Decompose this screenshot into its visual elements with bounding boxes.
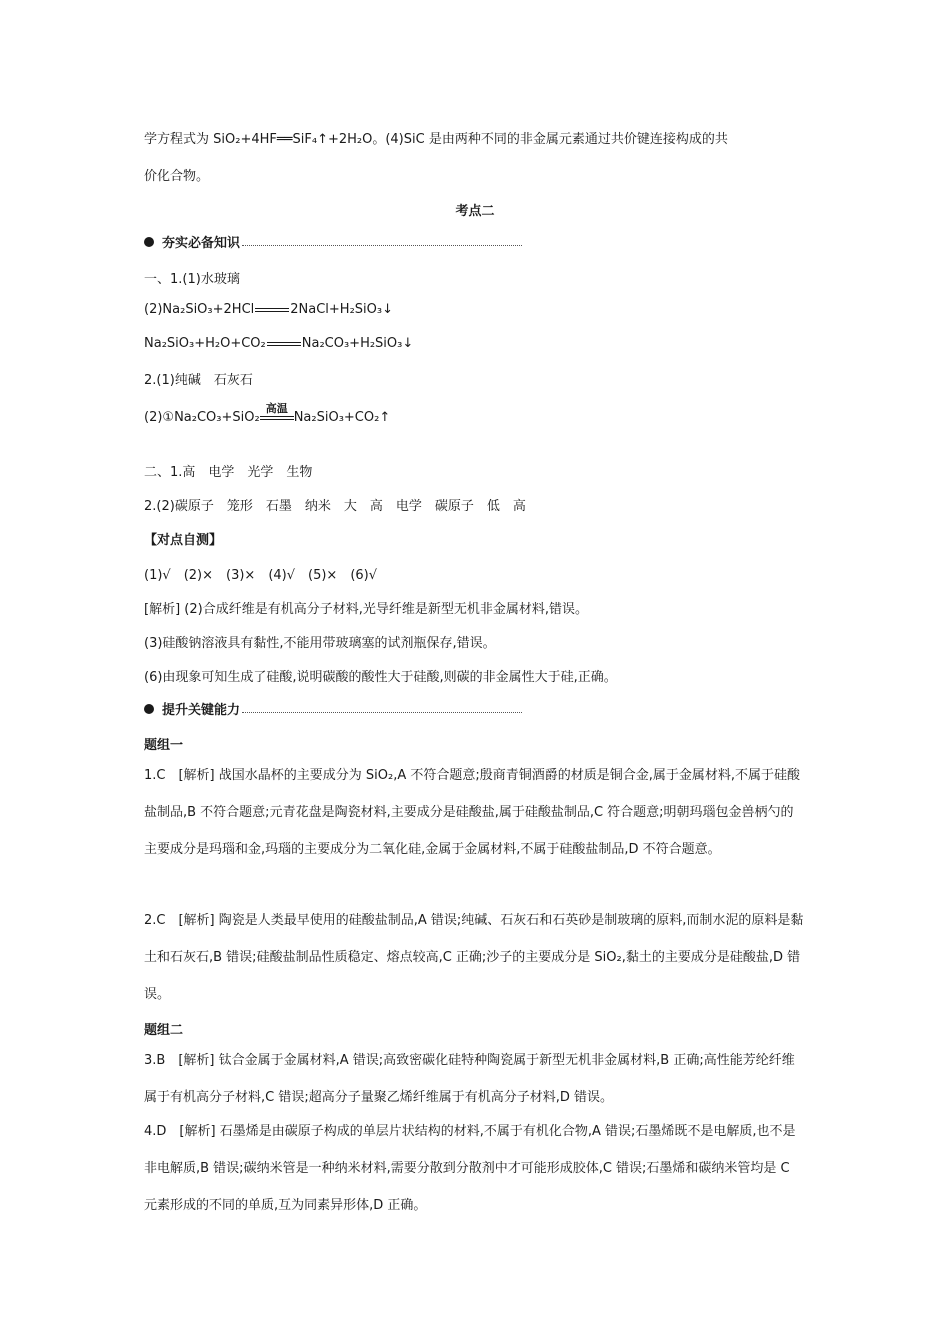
equals-sign xyxy=(255,308,289,312)
heading-ability xyxy=(144,699,522,718)
answer-s2-1: 二、1.高 电学 光学 生物 xyxy=(144,465,313,480)
equation-glass xyxy=(144,401,391,425)
dotted-rule xyxy=(242,245,522,246)
selftest-title: 【对点自测】 xyxy=(144,533,223,548)
equation-hcl xyxy=(144,302,393,317)
heading-knowledge xyxy=(144,232,522,251)
group-2-title: 题组二 xyxy=(144,1023,184,1038)
selftest-note-1: [解析] (2)合成纤维是有机高分子材料,光导纤维是新型无机非金属材料,错误。 xyxy=(144,602,588,617)
heading-knowledge-label: 夯实必备知识 xyxy=(162,236,241,251)
equation-glass-left: (2)①Na₂CO₃+SiO₂ xyxy=(144,410,260,425)
condition-label: 高温 xyxy=(265,401,288,415)
bullet-icon xyxy=(144,704,154,714)
equation-glass-right: Na₂SiO₃+CO₂↑ xyxy=(293,410,391,425)
equation-co2 xyxy=(144,336,413,351)
para-line-2: 价化合物。 xyxy=(144,169,210,184)
answer-s2-2: 2.(2)碳原子 笼形 石墨 纳米 大 高 电学 碳原子 低 高 xyxy=(144,499,526,514)
group-1-title: 题组一 xyxy=(144,738,184,753)
selftest-note-3: (6)由现象可知生成了硅酸,说明碳酸的酸性大于硅酸,则碳的非金属性大于硅,正确。 xyxy=(144,670,617,685)
bullet-icon xyxy=(144,237,154,247)
selftest-answers: (1)√ (2)× (3)× (4)√ (5)× (6)√ xyxy=(144,568,378,583)
equation-co2-left: Na₂SiO₃+H₂O+CO₂ xyxy=(144,336,266,351)
equation-hcl-right: 2NaCl+H₂SiO₃↓ xyxy=(290,302,393,317)
answer-1-1: 一、1.(1)水玻璃 xyxy=(144,272,240,287)
condition-equals xyxy=(260,401,294,420)
equation-co2-right: Na₂CO₃+H₂SiO₃↓ xyxy=(301,336,414,351)
selftest-note-2: (3)硅酸钠溶液具有黏性,不能用带玻璃塞的试剂瓶保存,错误。 xyxy=(144,636,496,651)
heading-ability-label: 提升关键能力 xyxy=(162,703,241,718)
answer-2-1: 2.(1)纯碱 石灰石 xyxy=(144,373,253,388)
question-4: 4.D [解析] 石墨烯是由碳原子构成的单层片状结构的材料,不属于有机化合物,A 错误;石墨烯既不是电解质,也不是非电解质,B 错误;碳纳米管是一种纳米材料,需要分散到分散剂中才可能形成胶体,C 错误;石墨烯和碳纳米管均是 C 元素形成的不同的单质,互为同素异形体,D 正确。 xyxy=(144,1124,796,1213)
equation-hcl-left: (2)Na₂SiO₃+2HCl xyxy=(144,302,255,317)
dotted-rule xyxy=(242,712,522,713)
question-3: 3.B [解析] 钛合金属于金属材料,A 错误;高致密碳化硅特种陶瓷属于新型无机非金属材料,B 正确;高性能芳纶纤维属于有机高分子材料,C 错误;超高分子量聚乙烯纤维属于有机高分子材料,D 错误。 xyxy=(144,1053,795,1105)
equals-sign xyxy=(267,342,301,346)
question-1: 1.C [解析] 战国水晶杯的主要成分为 SiO₂,A 不符合题意;殷商青铜酒爵的材质是铜合金,属于金属材料,不属于硅酸盐制品,B 不符合题意;元青花盘是陶瓷材料,主要成分是硅酸盐,属于硅酸盐制品,C 符合题意;明朝玛瑙包金兽柄勺的主要成分是玛瑙和金,玛瑙的主要成分为二氧化硅,金属于金属材料,不属于硅酸盐制品,D 不符合题意。 xyxy=(144,768,800,857)
section-title: 考点二 xyxy=(455,204,495,219)
question-2: 2.C [解析] 陶瓷是人类最早使用的硅酸盐制品,A 错误;纯碱、石灰石和石英砂是制玻璃的原料,而制水泥的原料是黏土和石灰石,B 错误;硅酸盐制品性质稳定、熔点较高,C 正确;沙子的主要成分是 SiO₂,黏土的主要成分是硅酸盐,D 错误。 xyxy=(144,913,804,1002)
para-line-1: 学方程式为 SiO₂+4HF══SiF₄↑+2H₂O。(4)SiC 是由两种不同的非金属元素通过共价键连接构成的共 xyxy=(144,132,728,147)
